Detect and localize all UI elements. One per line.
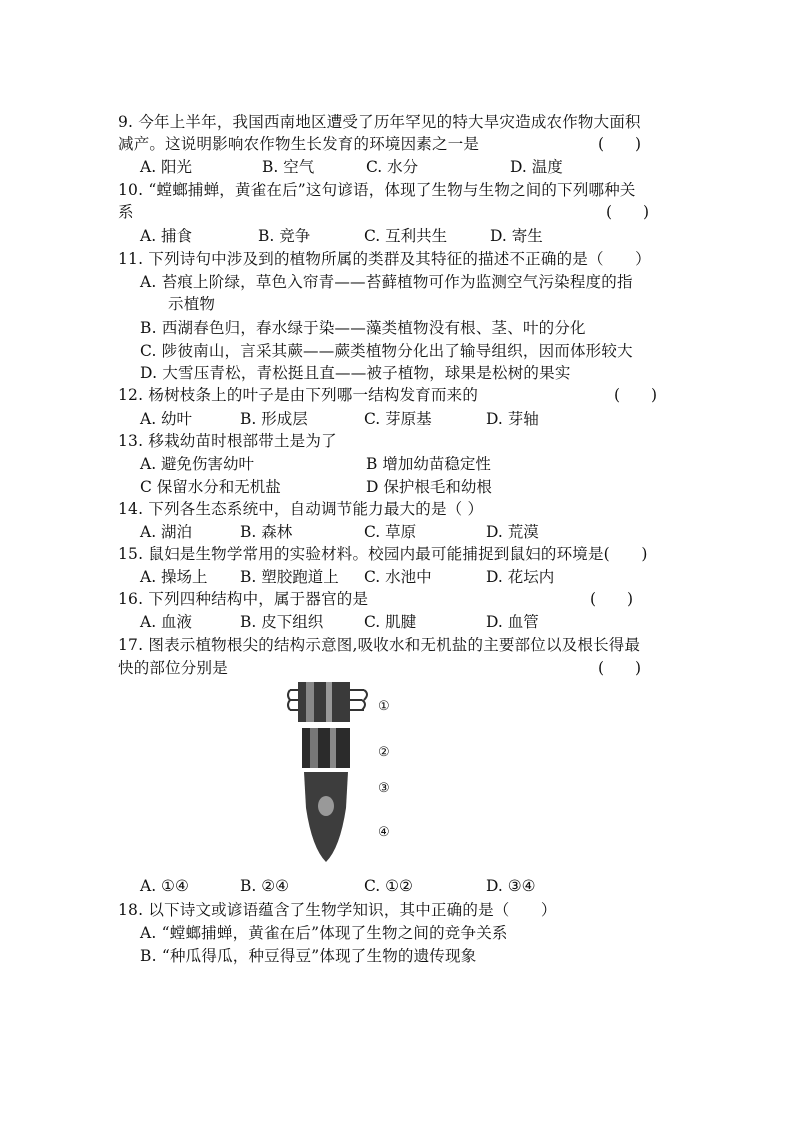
q10-option-a[interactable]: A. 捕食 [140, 227, 193, 245]
q18-stem: 18. 以下诗文或谚语蕴含了生物学知识，其中正确的是（ ） [118, 901, 557, 919]
q12-answer-blank[interactable]: ( ) [614, 386, 658, 404]
q16-option-d[interactable]: D. 血管 [486, 613, 539, 631]
q17-stem-line2: 快的部位分别是 [118, 659, 228, 677]
q16-answer-blank[interactable]: ( ) [590, 590, 634, 608]
q17-stem-line1: 17. 图表示植物根尖的结构示意图,吸收水和无机盐的主要部位以及根长得最 [118, 636, 641, 654]
q10-stem-line2: 系 [118, 203, 134, 221]
q13-stem: 13. 移栽幼苗时根部带土是为了 [118, 432, 337, 450]
q11-option-c[interactable]: C. 陟彼南山，言采其蕨——蕨类植物分化出了输导组织，因而体形较大 [140, 342, 633, 360]
q17-answer-blank[interactable]: ( ) [598, 659, 642, 677]
q17-option-b[interactable]: B. ②④ [240, 877, 290, 895]
q14-option-d[interactable]: D. 荒漠 [486, 523, 539, 541]
q13-option-c[interactable]: C 保留水分和无机盐 [140, 478, 281, 496]
q15-option-c[interactable]: C. 水池中 [364, 568, 432, 586]
q9-option-c[interactable]: C. 水分 [366, 158, 419, 176]
q11-option-a-line1[interactable]: A. 苔痕上阶绿，草色入帘青——苔藓植物可作为监测空气污染程度的指 [140, 273, 633, 291]
q14-stem: 14. 下列各生态系统中，自动调节能力最大的是（ ） [118, 500, 484, 518]
q9-option-d[interactable]: D. 温度 [510, 158, 563, 176]
q9-stem-line1: 9. 今年上半年，我国西南地区遭受了历年罕见的特大旱灾造成农作物大面积 [118, 113, 641, 131]
q11-option-d[interactable]: D. 大雪压青松，青松挺且直——被子植物，球果是松树的果实 [140, 364, 571, 382]
q16-stem: 16. 下列四种结构中，属于器官的是 [118, 590, 369, 608]
root-tip-diagram [280, 678, 410, 868]
q10-option-c[interactable]: C. 互利共生 [364, 227, 448, 245]
label-4: ④ [378, 825, 390, 840]
q16-option-c[interactable]: C. 肌腱 [364, 613, 417, 631]
q15-option-d[interactable]: D. 花坛内 [486, 568, 555, 586]
q12-option-d[interactable]: D. 芽轴 [486, 410, 539, 428]
q17-option-a[interactable]: A. ①④ [140, 877, 189, 895]
q11-option-b[interactable]: B. 西湖春色归，春水绿于染——藻类植物没有根、茎、叶的分化 [140, 319, 586, 337]
q10-option-d[interactable]: D. 寄生 [490, 227, 543, 245]
q12-stem: 12. 杨树枝条上的叶子是由下列哪一结构发育而来的 [118, 386, 479, 404]
label-1: ① [378, 699, 390, 714]
q13-option-a[interactable]: A. 避免伤害幼叶 [140, 455, 255, 473]
q10-stem-line1: 10. “螳螂捕蝉，黄雀在后”这句谚语，体现了生物与生物之间的下列哪种关 [118, 181, 636, 199]
label-3: ③ [378, 781, 390, 796]
q12-option-b[interactable]: B. 形成层 [240, 410, 308, 428]
q15-option-a[interactable]: A. 操场上 [140, 568, 208, 586]
q15-option-b[interactable]: B. 塑胶跑道上 [240, 568, 339, 586]
q18-option-a[interactable]: A. “螳螂捕蝉，黄雀在后”体现了生物之间的竞争关系 [140, 924, 508, 942]
q12-option-c[interactable]: C. 芽原基 [364, 410, 432, 428]
q9-option-a[interactable]: A. 阳光 [140, 158, 193, 176]
q14-option-a[interactable]: A. 湖泊 [140, 523, 193, 541]
q14-option-c[interactable]: C. 草原 [364, 523, 417, 541]
q11-stem: 11. 下列诗句中涉及到的植物所属的类群及其特征的描述不正确的是（ ） [118, 250, 651, 268]
q9-option-b[interactable]: B. 空气 [262, 158, 315, 176]
q10-option-b[interactable]: B. 竞争 [258, 227, 311, 245]
q13-option-d[interactable]: D 保护根毛和幼根 [366, 478, 492, 496]
q17-option-d[interactable]: D. ③④ [486, 877, 536, 895]
q16-option-a[interactable]: A. 血液 [140, 613, 193, 631]
q9-answer-blank[interactable]: ( ) [598, 135, 642, 153]
q13-option-b[interactable]: B 增加幼苗稳定性 [366, 455, 491, 473]
q11-option-a-line2: 示植物 [168, 295, 216, 313]
q10-answer-blank[interactable]: ( ) [606, 203, 650, 221]
q9-stem-line2: 减产。这说明影响农作物生长发育的环境因素之一是 [118, 135, 480, 153]
q18-option-b[interactable]: B. “种瓜得瓜，种豆得豆”体现了生物的遗传现象 [140, 947, 477, 965]
q17-option-c[interactable]: C. ①② [364, 877, 413, 895]
root-tip-illustration [280, 678, 410, 868]
q12-option-a[interactable]: A. 幼叶 [140, 410, 193, 428]
label-2: ② [378, 745, 390, 760]
q15-stem: 15. 鼠妇是生物学常用的实验材料。校园内最可能捕捉到鼠妇的环境是( ) [118, 545, 648, 563]
q14-option-b[interactable]: B. 森林 [240, 523, 293, 541]
q16-option-b[interactable]: B. 皮下组织 [240, 613, 324, 631]
